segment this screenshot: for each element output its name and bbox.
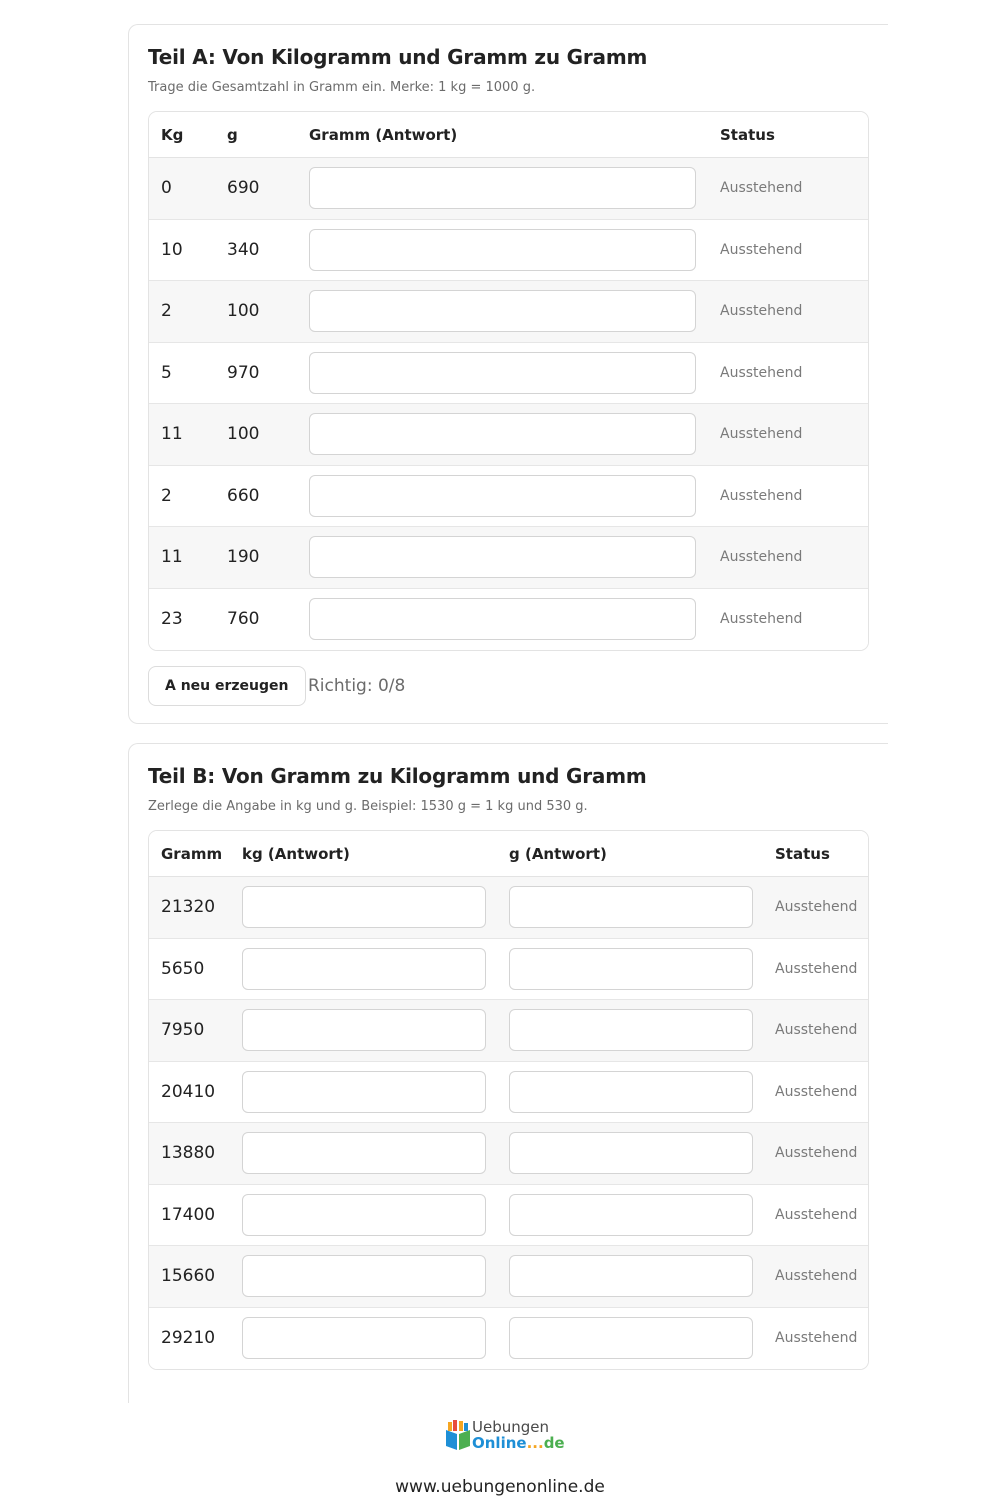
header-status: Status: [720, 126, 775, 144]
regenerate-a-button[interactable]: A neu erzeugen: [148, 666, 306, 706]
table-row: [149, 158, 868, 220]
part-b-title: Teil B: Von Gramm zu Kilogramm und Gramm: [148, 764, 647, 788]
g-answer-input[interactable]: [509, 1317, 753, 1359]
header-status: Status: [775, 845, 830, 863]
table-row: [149, 1185, 868, 1247]
part-b-card: [128, 743, 888, 1403]
gramm-value: 13880: [161, 1143, 216, 1163]
g-value: 190: [227, 547, 260, 567]
header-kg: Kg: [161, 126, 184, 144]
part-b-table-header: [149, 831, 868, 877]
score-text: Richtig: 0/8: [308, 676, 406, 696]
logo-text-uebungen: Uebungen: [472, 1418, 549, 1436]
gramm-value: 7950: [161, 1020, 205, 1040]
logo-text-online: [472, 1434, 565, 1452]
table-row: [149, 527, 868, 589]
g-answer-input[interactable]: [509, 886, 753, 928]
g-value: 660: [227, 485, 260, 506]
g-value: 690: [227, 178, 260, 198]
part-a-title: Teil A: Von Kilogramm und Gramm zu Gramm: [148, 45, 648, 69]
header-gramm-answer: Gramm (Antwort): [309, 126, 458, 144]
g-answer-input[interactable]: [509, 1132, 753, 1174]
gramm-answer-input[interactable]: [309, 167, 696, 209]
status-text: Ausstehend: [720, 241, 803, 258]
part-a-table: [148, 111, 869, 651]
status-text: Ausstehend: [720, 610, 803, 627]
kg-answer-input[interactable]: [242, 1009, 486, 1051]
table-row: [149, 1123, 868, 1185]
logo-dots: ...: [526, 1434, 544, 1452]
status-text: Ausstehend: [775, 1329, 858, 1346]
header-g-answer: g (Antwort): [509, 845, 607, 863]
table-row: [149, 589, 868, 651]
gramm-answer-input[interactable]: [309, 290, 696, 332]
status-text: Ausstehend: [775, 1268, 858, 1284]
status-text: Ausstehend: [720, 303, 803, 319]
status-text: Ausstehend: [720, 487, 803, 504]
part-a-description: Trage die Gesamtzahl in Gramm ein. Merke: 1 kg = 1000 g.: [148, 80, 536, 95]
g-answer-input[interactable]: [509, 1255, 753, 1297]
status-text: Ausstehend: [720, 180, 803, 196]
g-answer-input[interactable]: [509, 1009, 753, 1051]
status-text: Ausstehend: [720, 549, 803, 565]
part-b-rows: [149, 877, 868, 1369]
status-text: Ausstehend: [775, 1083, 858, 1100]
part-a-table-header: [149, 112, 868, 158]
table-row: [149, 1308, 868, 1370]
g-value: 100: [227, 301, 260, 321]
kg-answer-input[interactable]: [242, 1194, 486, 1236]
kg-value: 11: [161, 547, 183, 567]
kg-answer-input[interactable]: [242, 1132, 486, 1174]
kg-value: 23: [161, 608, 183, 629]
g-value: 760: [227, 608, 260, 629]
status-text: Ausstehend: [720, 364, 803, 381]
table-row: [149, 466, 868, 528]
site-logo[interactable]: [444, 1418, 565, 1454]
book-icon: [444, 1418, 472, 1454]
gramm-answer-input[interactable]: [309, 352, 696, 394]
kg-value: 0: [161, 178, 172, 198]
part-a-card: [128, 24, 888, 724]
gramm-answer-input[interactable]: [309, 229, 696, 271]
g-answer-input[interactable]: [509, 948, 753, 990]
gramm-value: 20410: [161, 1081, 216, 1102]
header-gramm: Gramm: [161, 845, 223, 863]
kg-answer-input[interactable]: [242, 886, 486, 928]
gramm-answer-input[interactable]: [309, 475, 696, 517]
kg-answer-input[interactable]: [242, 1255, 486, 1297]
g-answer-input[interactable]: [509, 1194, 753, 1236]
status-text: Ausstehend: [775, 1206, 858, 1223]
gramm-answer-input[interactable]: [309, 598, 696, 640]
table-row: [149, 939, 868, 1001]
part-b-table: [148, 830, 869, 1370]
part-a-rows: [149, 158, 868, 650]
header-g: g: [227, 126, 238, 144]
table-row: [149, 877, 868, 939]
gramm-answer-input[interactable]: [309, 413, 696, 455]
status-text: Ausstehend: [775, 1145, 858, 1161]
status-text: Ausstehend: [720, 426, 803, 442]
kg-value: 5: [161, 362, 172, 383]
logo-online: Online: [472, 1434, 527, 1452]
status-text: Ausstehend: [775, 1022, 858, 1038]
gramm-value: 17400: [161, 1204, 216, 1225]
g-value: 340: [227, 239, 260, 260]
gramm-value: 15660: [161, 1266, 216, 1286]
header-kg-answer: kg (Antwort): [242, 845, 350, 863]
g-answer-input[interactable]: [509, 1071, 753, 1113]
table-row: [149, 1000, 868, 1062]
g-value: 970: [227, 362, 260, 383]
table-row: [149, 220, 868, 282]
table-row: [149, 343, 868, 405]
status-text: Ausstehend: [775, 899, 858, 915]
kg-value: 11: [161, 424, 183, 444]
status-text: Ausstehend: [775, 960, 858, 977]
footer-url[interactable]: www.uebungenonline.de: [395, 1477, 605, 1497]
part-b-description: Zerlege die Angabe in kg und g. Beispiel: 1530 g = 1 kg und 530 g.: [148, 799, 588, 814]
kg-answer-input[interactable]: [242, 948, 486, 990]
kg-answer-input[interactable]: [242, 1071, 486, 1113]
table-row: [149, 404, 868, 466]
kg-answer-input[interactable]: [242, 1317, 486, 1359]
kg-value: 10: [161, 239, 183, 260]
logo-de: de: [543, 1434, 565, 1452]
kg-value: 2: [161, 301, 172, 321]
kg-value: 2: [161, 485, 172, 506]
gramm-value: 21320: [161, 897, 216, 917]
g-value: 100: [227, 424, 260, 444]
gramm-value: 29210: [161, 1327, 216, 1348]
gramm-value: 5650: [161, 958, 205, 979]
table-row: [149, 1062, 868, 1124]
table-row: [149, 281, 868, 343]
table-row: [149, 1246, 868, 1308]
gramm-answer-input[interactable]: [309, 536, 696, 578]
